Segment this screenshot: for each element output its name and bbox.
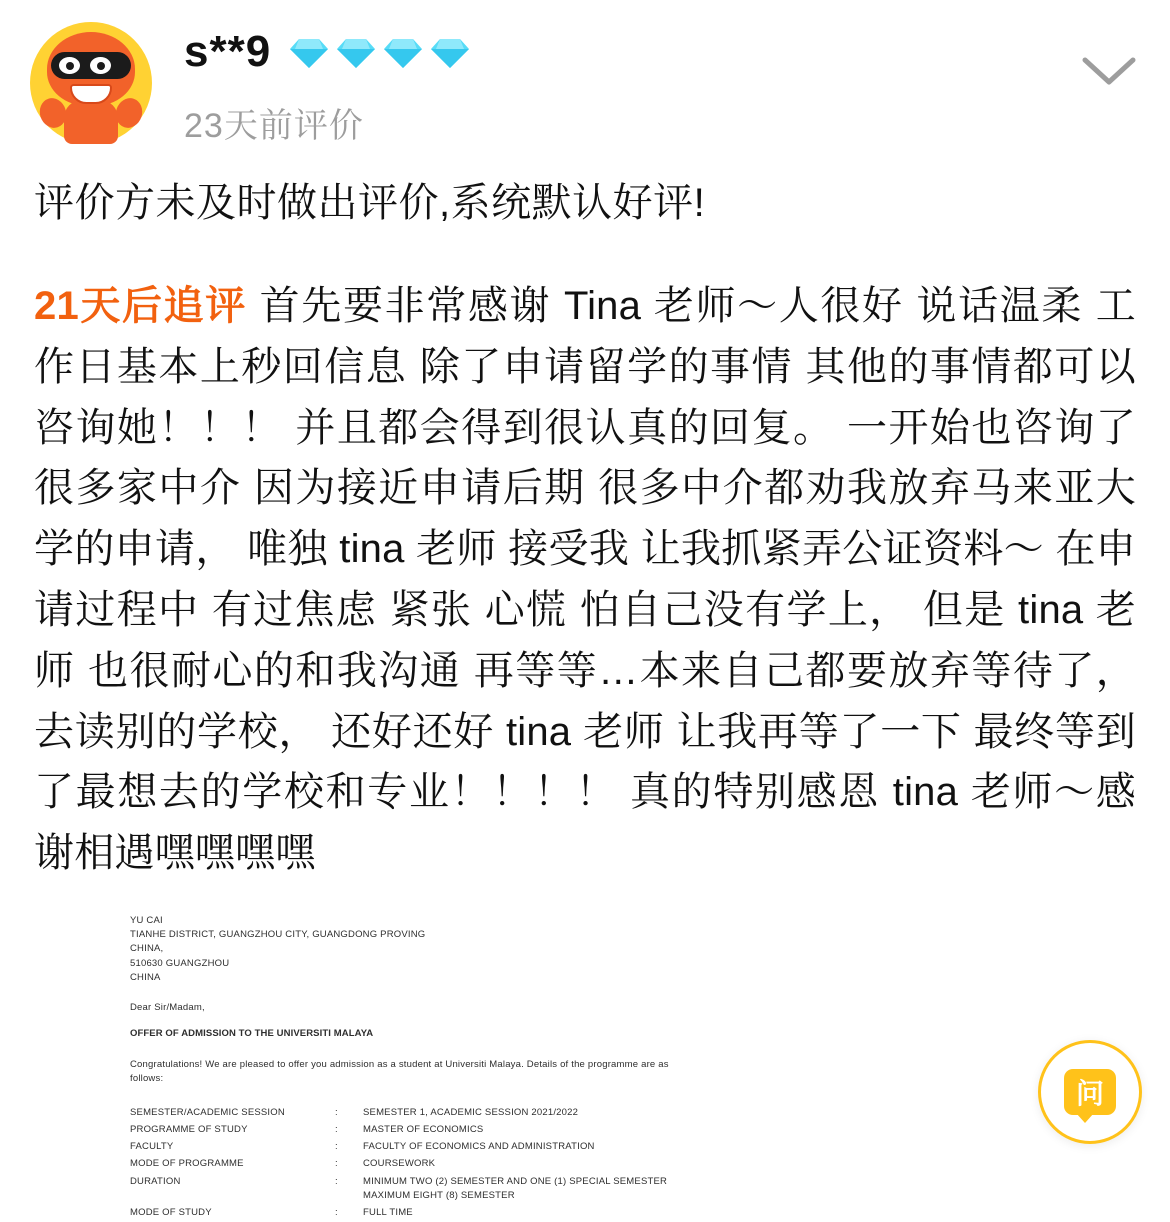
table-row bbox=[130, 1104, 690, 1121]
review-header bbox=[0, 0, 1170, 150]
avatar-body bbox=[64, 100, 118, 144]
detail-key: DURATION bbox=[130, 1175, 181, 1187]
diamond-icon bbox=[289, 37, 329, 69]
followup-text: 首先要非常感谢 Tina 老师～人很好 说话温柔 工作日基本上秒回信息 除了申请留学的事情 其他的事情都可以咨询她！！！ 并且都会得到很认真的回复。 一开始也咨询了很多家中介 因为接近申请后期 很多中介都劝我放弃马来亚大学的申请， 唯独 tina 老师 接受我 让我抓紧弄公证资料～ 在申请过程中 有过焦虑 紧张 心慌 怕自己没有学上， 但是 tina 老师 也很耐心的和我沟通 再等等…本来自己都要放弃等待了， 去读别的学校， 还好还好 tina 老师 让我再等了一下 最终等到了最想去的学校和专业！！！！ 真的特别感恩 tina 老师～感谢相遇嘿嘿嘿嘿 bbox=[34, 284, 1136, 876]
detail-value: SEMESTER 1, ACADEMIC SESSION 2021/2022 bbox=[363, 1106, 579, 1118]
address-line: YU CAI bbox=[130, 914, 163, 926]
avatar-pupil-right bbox=[97, 62, 105, 70]
address-line: 510630 GUANGZHOU bbox=[130, 957, 230, 969]
offer-subject: OFFER OF ADMISSION TO THE UNIVERSITI MALAYA bbox=[130, 1028, 374, 1040]
detail-value: FACULTY OF ECONOMICS AND ADMINISTRATION bbox=[363, 1141, 595, 1153]
salutation: Dear Sir/Madam, bbox=[130, 1002, 205, 1014]
offer-details-table bbox=[130, 1104, 690, 1222]
recipient-address bbox=[130, 914, 690, 985]
review-body bbox=[0, 150, 1170, 1222]
username: s**9 bbox=[184, 27, 272, 76]
followup-tag: 21天后追评 bbox=[34, 284, 247, 328]
detail-value: FULL TIME bbox=[363, 1207, 413, 1219]
initial-review-text: 评价方未及时做出评价,系统默认好评! bbox=[34, 181, 706, 225]
review-timestamp: 23天前评价 bbox=[184, 107, 364, 145]
detail-colon: : bbox=[335, 1106, 338, 1118]
table-row bbox=[130, 1205, 690, 1222]
followup-review bbox=[34, 276, 1136, 884]
table-row bbox=[130, 1139, 690, 1156]
detail-key: MODE OF PROGRAMME bbox=[130, 1158, 244, 1170]
detail-key: PROGRAMME OF STUDY bbox=[130, 1123, 248, 1135]
address-line: CHINA, bbox=[130, 943, 164, 955]
detail-value: COURSEWORK bbox=[363, 1158, 436, 1170]
member-level-gems bbox=[289, 37, 470, 69]
detail-key: FACULTY bbox=[130, 1141, 174, 1153]
offer-paragraph: Congratulations! We are pleased to offer you admission as a student at Universiti Malaya. Details of the programme are as follows: bbox=[130, 1058, 669, 1084]
address-line: TIANHE DISTRICT, GUANGZHOU CITY, GUANGDONG PROVING bbox=[130, 929, 426, 941]
detail-colon: : bbox=[335, 1123, 338, 1135]
chevron-down-icon[interactable] bbox=[1074, 36, 1144, 106]
review-header-text bbox=[152, 22, 1074, 147]
address-line: CHINA bbox=[130, 971, 161, 983]
avatar-pupil-left bbox=[66, 62, 74, 70]
detail-colon: : bbox=[335, 1207, 338, 1219]
table-row bbox=[130, 1156, 690, 1173]
avatar bbox=[30, 22, 152, 144]
detail-value: MASTER OF ECONOMICS bbox=[363, 1123, 484, 1135]
diamond-icon bbox=[336, 37, 376, 69]
detail-colon: : bbox=[335, 1141, 338, 1153]
attachment-image[interactable] bbox=[34, 914, 1136, 1222]
offer-letter-document bbox=[130, 914, 690, 1222]
detail-key: SEMESTER/ACADEMIC SESSION bbox=[130, 1106, 285, 1118]
detail-colon: : bbox=[335, 1158, 338, 1170]
table-row bbox=[130, 1121, 690, 1138]
diamond-icon bbox=[383, 37, 423, 69]
question-bubble-icon: 问 bbox=[1064, 1069, 1116, 1115]
table-row bbox=[130, 1173, 690, 1205]
detail-value: MINIMUM TWO (2) SEMESTER AND ONE (1) SPECIAL SEMESTER MAXIMUM EIGHT (8) SEMESTER bbox=[363, 1175, 668, 1201]
ask-question-button[interactable] bbox=[1038, 1040, 1142, 1144]
detail-colon: : bbox=[335, 1175, 338, 1187]
detail-key: MODE OF STUDY bbox=[130, 1207, 212, 1219]
diamond-icon bbox=[430, 37, 470, 69]
username-row bbox=[184, 27, 1074, 76]
